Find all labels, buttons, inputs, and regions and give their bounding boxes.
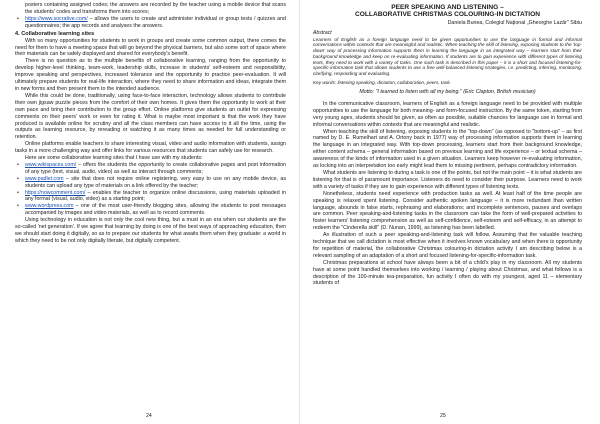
closing-paragraph: Using technology in education is not only the cool new thing, but a must in an era when our students are the so-called 'net generation'. If we agree that learning by doing is one of the best ways of approaching education, then we should start doing it digitally, so as to prepare our students for what awaits them when they graduate: a world in which they need to be not only digitally literate, but digitally competent. <box>15 217 286 244</box>
section-heading: 4. Collaborative learning sites <box>15 30 95 37</box>
abstract-text: Learners of English as a foreign language need to be given opportunities to use the language in formal and informal conversations within contexts that are meaningful and realistic. When teaching the skill of listening, exposing students to the 'top-down' way of processing information supports them in learning the language in an integrated way – learners start from their background knowledge and keep on re-evaluating information. If students are to gain experience with different types of listening texts, they need to work with a variety of tasks. One such task is described in this paper – it is a short and focused listening-for-specific-information task that allows students to use a free well-balanced listening strategies, i.e. predicting, inferring, monitoring, clarifying, responding and evaluating. <box>313 36 582 76</box>
bullet-icon: • <box>17 189 19 196</box>
paragraph: Online platforms enable teachers to share interesting visual, video and audio information with students, assign tasks in a more challenging way and offer links for various resources that students can safely use for research. <box>15 141 286 155</box>
intro-list <box>15 2 286 30</box>
motto: Motto: "I learned to listen with all my being." (Eric Clapton, British musician) <box>359 89 536 96</box>
abstract-heading: Abstract <box>313 30 332 37</box>
keywords: Key words: listening speaking, dictation, collaboration, peers, task. <box>313 79 451 85</box>
page-number: 24 <box>146 413 152 419</box>
right-page <box>300 0 600 424</box>
sites-list <box>15 162 286 217</box>
bullet-icon: • <box>17 15 19 22</box>
paragraph: When teaching the skill of listening, exposing students to the "top-down" (as opposed to "bottom-up" – as first named by D. E. Rumelhart and A. Ortony back in 1977) way of processing information supports them in learning the language in an integrated way. With top-down processing, learners start from their background knowledge, either content schema – general information based on previous learning and life experience – or textual schema – awareness of the kinds of information used in a given situation. Learners keep however re-evaluating information, as locking into an interpretation too early might lead them to missing pertinent, perhaps contradictory information. <box>313 128 582 170</box>
bullet-icon: • <box>17 161 19 168</box>
author-line: Daniela Bunea, Colegiul Național „Gheorghe Lazăr" Sibiu <box>447 19 582 26</box>
bullet-icon: • <box>17 175 19 182</box>
bullet-icon: • <box>17 203 19 210</box>
list-item: • https://nowcomment.com/ – enables the teacher to organize online discussions, using materials uploaded in any format (visual, audio, video) as a starting point; <box>17 189 286 203</box>
paragraph: What students are listening to during a task is one of the points, but not the main point – it is what students are listening for that is of paramount importance. Listeners do need to consider their purpose. Learners need to work with a variety of tasks if they are to gain experience with different types of listening texts. <box>313 169 582 190</box>
paragraph: In the communicative classroom, learners of English as a foreign language need to be provided with multiple opportunities to use the language for both meaning- and form-focused instruction. By the same token, starting from very young ages, students should be given, as often as possible, suitable chances for language use in formal and informal conversations within contexts that are meaningful and realistic. <box>313 100 582 128</box>
wordpress-link[interactable]: www.wordpress.com <box>25 203 74 210</box>
paragraph: Here are some collaborative learning sites that I have use with my students: <box>25 155 203 162</box>
page-number: 25 <box>440 413 446 419</box>
paragraph: While this could be done, traditionally, using face-to-face interaction, technology allows students to contribute their own jigsaw puzzle pieces from the comfort of their own homes. It gives them the opportunity to work at their own pace and bring their contribution to the group effort. Online platforms give students an outlet for expressing comments on their peers' work or even for rating it. What is maybe most important is that the work they have produced is available online for scrutiny and all the class members can have access to it all the time, using the outputs as learning resource, by rereading or watching it as many times as needed for full understanding or retention. <box>15 92 286 141</box>
article-title: PEER SPEAKING AND LISTENING – COLLABORATIVE CHRISTMAS COLOURING-IN DICTATION <box>355 4 540 19</box>
wikispaces-link[interactable]: www.wikispaces.com/ <box>25 161 77 168</box>
paragraph: Nonetheless, students need experience with production tasks as well. At least half of the time people are speaking is relaxed spent listening. Consider authentic spoken language – it is more redundant than written language, abounds in false starts, rephrasing and elaborations; and incomplete sentences, pauses and overlaps are common. Peer speaking-and-listening tasks in the classroom can take the form of well-prepared activities to foster learners' listening comprehension as well as self-confidence, self-esteem and self-efficacy, in an attempt to redeem the "Cinderella skill" (D. Nunan, 1999), as listening has been labelled. <box>313 190 582 232</box>
list-item: • https://www.socrative.com/ – allows the users to create and administer individual or group tests / quizzes and questionnaires; the app records and analyses the answers. <box>17 15 286 29</box>
paragraph: An illustration of such a peer speaking-and-listening task will follow. Assuming that the valuable teaching technique that we call dictation is most effective when it involves known vocabulary and when there is opportunity for repetition of material, the collaborative Christmas colouring-in dictation activity I am describing below is a relevant sampling of an adaptation of a short and focused listening-for-specific-information task. <box>313 232 582 259</box>
socrative-link[interactable]: https://www.socrative.com/ <box>25 15 88 22</box>
paragraph: With so many opportunities for students to work in groups and create some common output, there comes the need for them to have a meeting space that will go beyond the physical barriers, but also some sort of space where their materials can be safely displayed and shared for everybody's benefit. <box>15 37 286 58</box>
list-item: • www.wikispaces.com/ – offers the students the opportunity to create collaborative pages and post information of any type (text, visual, audio, video) as well as interact through comments; <box>17 161 286 175</box>
list-item: • www.padlet.com – site that does not require online registering, very easy to use on any mobile device, as students can upload any type of materials on a link offered by the teacher; <box>17 175 286 189</box>
paragraph: There is no question as to the multiple benefits of collaborative learning, ranging from the opportunity to develop higher-level thinking, team-work, leadership skills, increase in students' self-esteem and responsibility, improve speaking and perspectives, increased tolerance and the opportunity to practice peer-evaluation. It will ultimately prepare students for real-life interaction, where they need to share information and ideas, integrate them in new forms and then present them to the intended audience. <box>15 58 286 92</box>
paragraph: Christmas preparations at school have always been a bit of a child's play in my classroom. All my students have at some point handled themselves into working / learning / playing about Christmas, and what follows is a description of the 100-minute tea-preparation, fun activity I often do with my youngest, aged 11 – elementary students of <box>313 259 582 287</box>
padlet-link[interactable]: www.padlet.com <box>25 175 64 182</box>
list-item: • www.wordpress.com – one of the most user-friendly blogging sites, allowing the students to post messages accompanied by images and video materials, as well as to record comments. <box>17 203 286 217</box>
nowcomment-link[interactable]: https://nowcomment.com/ <box>25 189 86 196</box>
list-item: posters containing assigned codes; the answers are recorded by the teacher using a mobile device that scans the students' codes and transforms them into scores; <box>25 2 286 15</box>
